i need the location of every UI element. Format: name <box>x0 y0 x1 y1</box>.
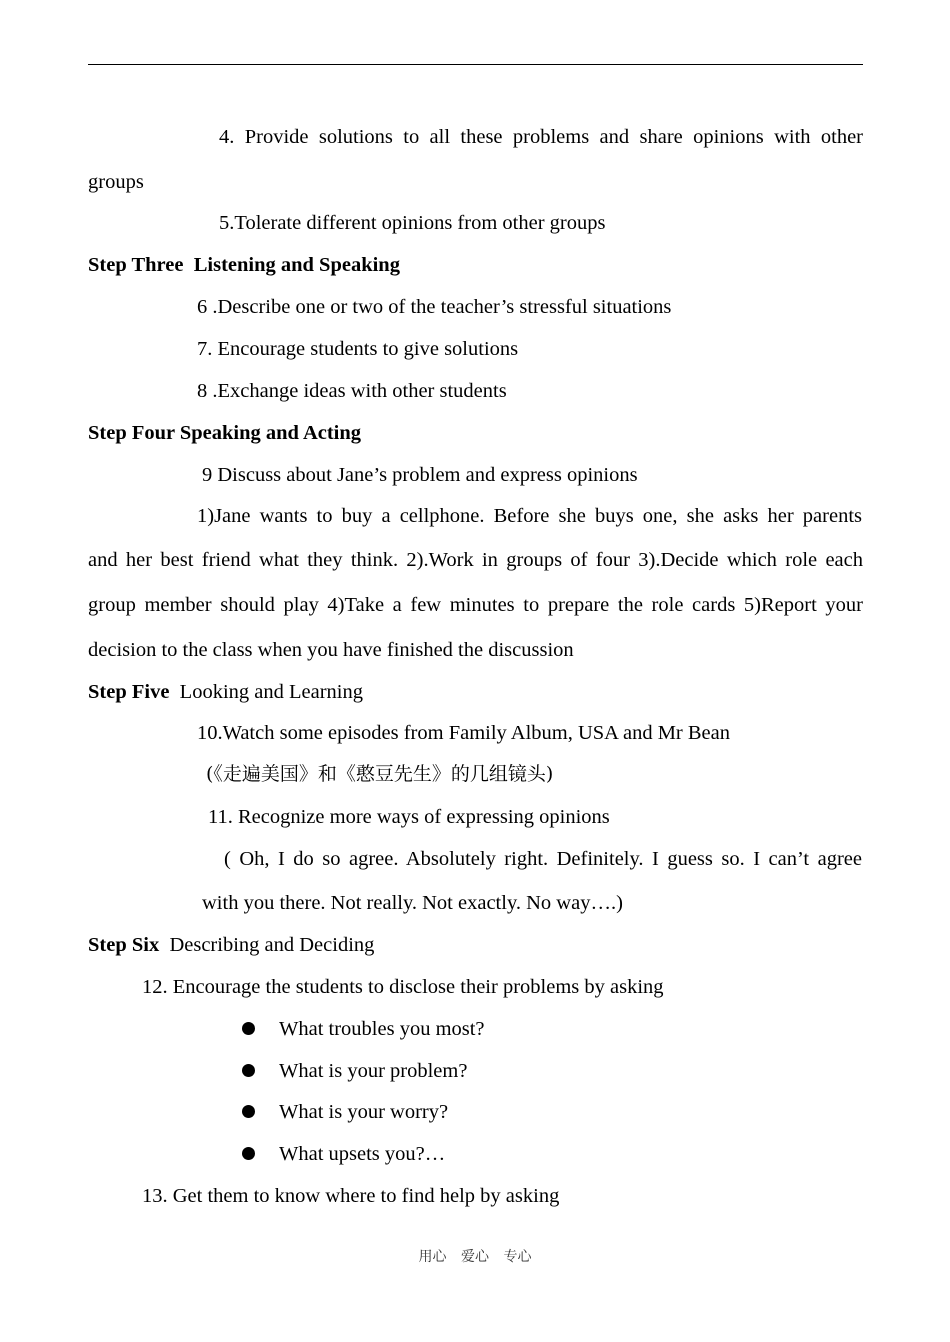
step-three-heading <box>88 252 400 278</box>
step-three-label: Step Three <box>88 254 184 276</box>
item-12: 12. Encourage the students to disclose their problems by asking <box>142 976 664 998</box>
question-item: What is your problem? <box>279 1060 468 1082</box>
step-six-label: Step Six <box>88 934 160 956</box>
item-4-line-2: groups <box>88 171 144 193</box>
step-three-title: Listening and Speaking <box>193 254 400 276</box>
step-six-title: Describing and Deciding <box>169 934 375 956</box>
step-five-heading <box>88 679 363 705</box>
item-10-chinese: (《走遍美国》和《憨豆先生》的几组镜头) <box>206 763 554 785</box>
bullet-icon <box>242 1147 255 1160</box>
question-item: What is your worry? <box>279 1101 449 1123</box>
bullet-icon <box>242 1105 255 1118</box>
step-six-heading <box>88 932 374 958</box>
step-five-title: Looking and Learning <box>179 681 363 703</box>
header-rule <box>88 64 863 65</box>
item-11: 11. Recognize more ways of expressing opinions <box>208 806 610 828</box>
item-9: 9 Discuss about Jane’s problem and express opinions <box>202 464 638 486</box>
bullet-icon <box>242 1022 255 1035</box>
para-9-line-4: decision to the class when you have finished the discussion <box>88 639 574 661</box>
item-10: 10.Watch some episodes from Family Album, USA and Mr Bean <box>197 722 730 744</box>
item-11-examples-line-2: with you there. Not really. Not exactly. No way….) <box>202 892 623 914</box>
item-6: 6 .Describe one or two of the teacher’s stressful situations <box>197 296 672 318</box>
step-four-label: Step Four Speaking and Acting <box>88 422 362 444</box>
question-item: What upsets you?… <box>279 1143 446 1165</box>
step-five-label: Step Five <box>88 681 170 703</box>
para-9-line-2: and her best friend what they think. 2).Work in groups of four 3).Decide which role each <box>88 549 863 571</box>
question-item: What troubles you most? <box>279 1018 485 1040</box>
para-9-line-3: group member should play 4)Take a few minutes to prepare the role cards 5)Report your <box>88 594 863 616</box>
item-11-examples-line-1: ( Oh, I do so agree. Absolutely right. Definitely. I guess so. I can’t agree <box>224 848 862 870</box>
step-four-heading <box>88 420 361 446</box>
bullet-icon <box>242 1064 255 1077</box>
item-7: 7. Encourage students to give solutions <box>197 338 519 360</box>
page-footer: 用心 爱心 专心 <box>418 1249 532 1265</box>
item-4-line-1: 4. Provide solutions to all these problems and share opinions with other <box>219 126 863 148</box>
item-5: 5.Tolerate different opinions from other groups <box>219 212 606 234</box>
para-9-line-1: 1)Jane wants to buy a cellphone. Before she buys one, she asks her parents <box>197 505 862 527</box>
item-8: 8 .Exchange ideas with other students <box>197 380 507 402</box>
item-13: 13. Get them to know where to find help by asking <box>142 1185 560 1207</box>
